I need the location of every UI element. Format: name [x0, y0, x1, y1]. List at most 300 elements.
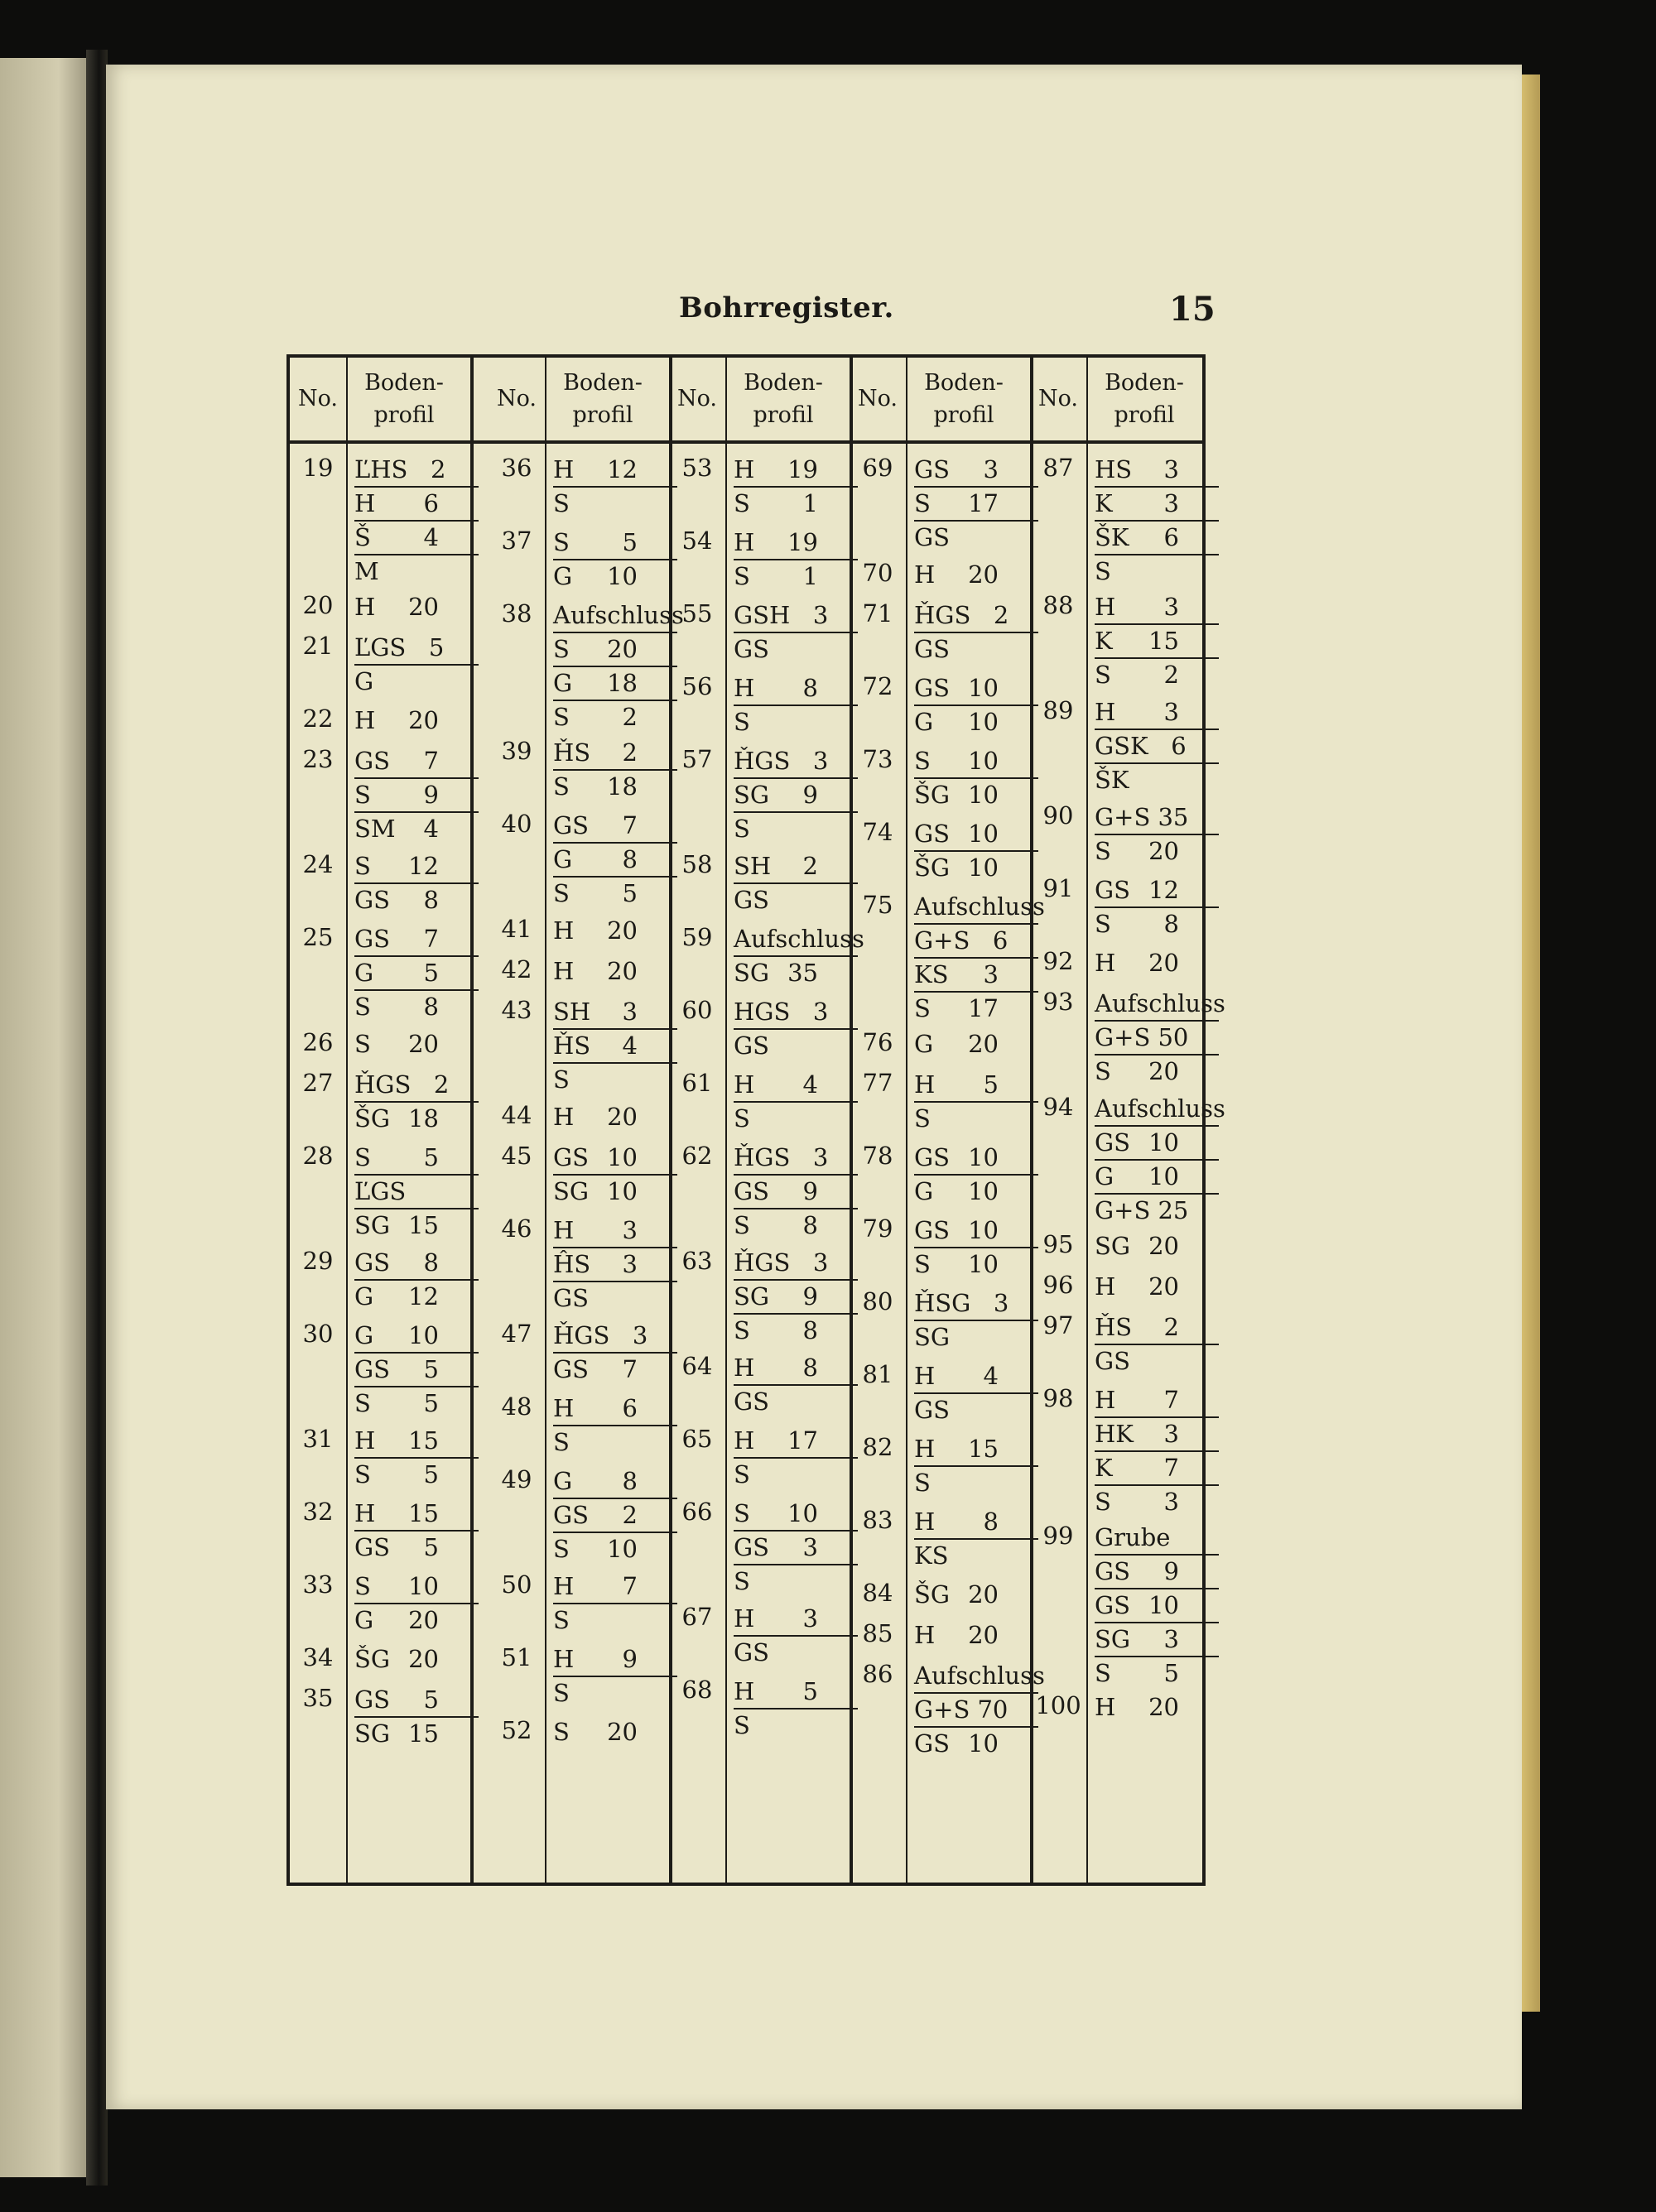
profile-layer: G+S 50	[1095, 1020, 1219, 1054]
profile-layer: G+S 25	[1095, 1193, 1219, 1227]
entry-number: 55	[681, 599, 713, 628]
profile-layer: S 5	[1095, 1656, 1219, 1690]
entry-bodenprofil	[1095, 801, 1219, 868]
profile-layer: Aufschluss	[553, 601, 684, 629]
profile-layer: Aufschluss	[914, 892, 1045, 921]
profile-layer: SM 4	[354, 811, 479, 845]
entry-number: 98	[1042, 1384, 1074, 1412]
profile-layer: GS 7	[354, 747, 439, 775]
profile-layer: GS 10	[1095, 1588, 1219, 1622]
entry-number: 62	[681, 1142, 713, 1170]
profile-layer: GS	[914, 1392, 1038, 1426]
profile-layer: SG 9	[734, 1279, 858, 1313]
profile-layer: ȞGS 2	[914, 601, 1009, 629]
entry-bodenprofil	[734, 1142, 858, 1242]
profile-layer: SG 20	[1095, 1232, 1179, 1260]
profile-layer: M	[354, 554, 479, 588]
entry-bodenprofil	[553, 1643, 677, 1709]
profile-layer: S 1	[734, 486, 858, 520]
profile-layer: S 20	[354, 1030, 439, 1058]
profile-layer: GS	[734, 1635, 858, 1669]
entry-number: 52	[501, 1716, 532, 1744]
entry-number: 35	[302, 1684, 334, 1712]
profile-layer: Aufschluss	[734, 925, 864, 953]
profile-layer: ȞGS 2	[354, 1070, 450, 1099]
profile-layer: G 8	[553, 842, 677, 876]
profile-layer: H 20	[914, 560, 999, 589]
entry-number: 97	[1042, 1311, 1074, 1339]
left-page-edge	[0, 58, 98, 2177]
profile-layer: S 10	[553, 1532, 677, 1565]
profile-layer: GS 10	[914, 1143, 999, 1171]
profile-layer: H 8	[914, 1508, 999, 1536]
page-number: 15	[1169, 290, 1216, 329]
entry-number: 69	[862, 454, 893, 482]
entry-bodenprofil	[914, 891, 1045, 1025]
entry-number: 74	[862, 818, 893, 846]
profile-layer: S	[734, 1101, 858, 1135]
entry-bodenprofil	[553, 996, 677, 1096]
entry-number: 83	[862, 1506, 893, 1534]
profile-layer: S 20	[553, 1718, 638, 1746]
entry-bodenprofil	[1095, 1691, 1219, 1724]
profile-layer: ŠG 20	[914, 1580, 999, 1609]
profile-layer: S 5	[553, 528, 638, 556]
entry-bodenprofil	[354, 1069, 479, 1135]
profile-layer: Grube	[1095, 1523, 1171, 1551]
entry-number: 41	[501, 915, 532, 943]
profile-layer: ĽGS 5	[354, 633, 445, 661]
entry-bodenprofil	[734, 850, 858, 916]
entry-number: 27	[302, 1069, 334, 1097]
entry-bodenprofil	[354, 850, 479, 916]
entry-number: 95	[1042, 1230, 1074, 1258]
entry-bodenprofil	[1095, 1230, 1219, 1262]
entry-number: 39	[501, 737, 532, 765]
profile-layer: SG 15	[354, 1716, 479, 1750]
header-no: No.	[858, 386, 898, 412]
entry-number: 24	[302, 850, 334, 878]
profile-layer: H 15	[354, 1499, 439, 1527]
profile-layer: S 20	[1095, 1054, 1219, 1088]
profile-layer: G 20	[914, 1030, 999, 1058]
entry-number: 75	[862, 891, 893, 919]
entry-bodenprofil	[354, 1684, 479, 1750]
entry-number: 25	[302, 923, 334, 951]
profile-layer: S 1	[734, 559, 858, 593]
entry-bodenprofil	[553, 955, 677, 988]
profile-layer: H 19	[734, 528, 818, 556]
profile-layer: S 8	[354, 989, 479, 1023]
entry-bodenprofil	[553, 915, 677, 947]
entry-bodenprofil	[354, 1643, 479, 1676]
profile-layer: GS 3	[734, 1530, 858, 1564]
profile-layer: GS	[734, 1028, 858, 1062]
profile-layer: K 3	[1095, 486, 1219, 520]
entry-bodenprofil	[914, 1028, 1038, 1060]
profile-layer: G+S 70	[914, 1692, 1038, 1726]
entry-number: 47	[501, 1320, 532, 1348]
profile-layer: H 6	[553, 1394, 638, 1422]
entry-number: 46	[501, 1214, 532, 1243]
entry-number: 76	[862, 1028, 893, 1056]
entry-bodenprofil	[553, 737, 677, 803]
profile-layer: GS 5	[354, 1530, 479, 1564]
profile-layer: H 9	[553, 1645, 638, 1673]
entry-number: 87	[1042, 454, 1074, 482]
entry-number: 92	[1042, 947, 1074, 975]
entry-bodenprofil	[914, 1660, 1045, 1760]
profile-layer: G 12	[354, 1279, 479, 1313]
entry-number: 67	[681, 1603, 713, 1631]
profile-layer: S 20	[1095, 834, 1219, 868]
entry-bodenprofil	[354, 454, 479, 588]
profile-layer: S 5	[354, 1386, 479, 1420]
profile-layer: S 10	[914, 747, 999, 775]
entry-number: 58	[681, 850, 713, 878]
entry-number: 42	[501, 955, 532, 983]
entry-number: 51	[501, 1643, 532, 1671]
profile-layer: Aufschluss	[1095, 989, 1225, 1017]
profile-layer: KS	[914, 1538, 1038, 1572]
profile-layer: S 8	[734, 1313, 858, 1347]
profile-layer: G	[354, 664, 479, 698]
profile-layer: H 3	[734, 1604, 818, 1633]
profile-layer: G 20	[354, 1603, 479, 1637]
profile-layer: GS 10	[914, 1726, 1038, 1760]
profile-layer: S 5	[354, 1143, 439, 1171]
entry-number: 71	[862, 599, 893, 628]
entry-number: 82	[862, 1433, 893, 1461]
entry-bodenprofil	[914, 1433, 1038, 1499]
no-divider	[906, 358, 907, 1883]
no-divider	[725, 358, 727, 1883]
profile-layer: GS 12	[1095, 876, 1179, 904]
profile-layer: S 2	[1095, 657, 1219, 691]
entry-bodenprofil	[354, 704, 479, 737]
profile-layer: G+S 6	[914, 923, 1038, 957]
entry-number: 54	[681, 527, 713, 555]
profile-layer: S	[734, 704, 858, 738]
profile-layer: ĤS 3	[553, 1247, 677, 1281]
entry-bodenprofil	[354, 632, 479, 698]
entry-bodenprofil	[734, 454, 858, 520]
profile-layer: HS 3	[1095, 455, 1179, 483]
entry-bodenprofil	[914, 745, 1038, 811]
entry-bodenprofil	[914, 672, 1038, 738]
entry-bodenprofil	[734, 745, 858, 845]
entry-number: 48	[501, 1392, 532, 1421]
profile-layer: ŠG 10	[914, 777, 1038, 811]
profile-layer: S 3	[1095, 1484, 1219, 1518]
header-bodenprofil: Boden- profil	[563, 369, 643, 428]
entry-number: 40	[501, 810, 532, 838]
entry-number: 99	[1042, 1522, 1074, 1550]
entry-bodenprofil	[553, 1465, 677, 1565]
entry-bodenprofil	[914, 1619, 1038, 1652]
profile-layer: S	[734, 1457, 858, 1491]
profile-layer: KS 3	[914, 957, 1038, 991]
profile-layer: ĽHS 2	[354, 455, 446, 483]
entry-bodenprofil	[553, 454, 677, 520]
profile-layer: Aufschluss	[1095, 1094, 1225, 1123]
entry-bodenprofil	[734, 1069, 858, 1135]
profile-layer: H 12	[553, 455, 638, 483]
profile-layer: SG 3	[1095, 1622, 1219, 1656]
profile-layer: GSH 3	[734, 601, 829, 629]
header-bodenprofil: Boden- profil	[1105, 369, 1184, 428]
entry-bodenprofil	[914, 1287, 1038, 1354]
profile-layer: S	[553, 1676, 677, 1709]
entry-bodenprofil	[914, 1579, 1038, 1611]
profile-layer: ȞGS 3	[734, 1143, 829, 1171]
entry-number: 21	[302, 632, 334, 660]
entry-bodenprofil	[354, 923, 479, 1023]
header-no: No.	[677, 386, 717, 412]
profile-layer: H 8	[734, 1354, 818, 1382]
profile-layer: H 19	[734, 455, 818, 483]
profile-layer: H 20	[553, 1103, 638, 1131]
entry-bodenprofil	[1095, 1311, 1219, 1378]
entry-bodenprofil	[354, 1320, 479, 1420]
profile-layer: S 10	[914, 1247, 1038, 1281]
entry-bodenprofil	[1095, 988, 1225, 1088]
profile-layer: G+S 35	[1095, 803, 1189, 831]
profile-layer: GS	[1095, 1344, 1219, 1378]
entry-number: 79	[862, 1214, 893, 1243]
profile-layer: GS 3	[914, 455, 999, 483]
profile-layer: ŠG 10	[914, 850, 1038, 884]
profile-layer: S	[553, 486, 677, 520]
profile-layer: GS 7	[553, 1352, 677, 1386]
entry-number: 53	[681, 454, 713, 482]
entry-number: 86	[862, 1660, 893, 1688]
header-no: No.	[1038, 386, 1078, 412]
entry-number: 34	[302, 1643, 334, 1671]
entry-bodenprofil	[354, 1028, 479, 1060]
entry-number: 64	[681, 1352, 713, 1380]
entry-bodenprofil	[914, 818, 1038, 884]
entry-number: 85	[862, 1619, 893, 1647]
entry-bodenprofil	[734, 923, 864, 989]
profile-layer: S 17	[914, 486, 1038, 520]
profile-layer: GS	[553, 1281, 677, 1315]
entry-number: 57	[681, 745, 713, 773]
profile-layer: G 18	[553, 666, 677, 700]
profile-layer: HGS 3	[734, 998, 829, 1026]
entry-number: 66	[681, 1498, 713, 1526]
profile-layer: GS	[734, 1384, 858, 1418]
profile-layer: H 3	[553, 1216, 638, 1244]
entry-bodenprofil	[734, 1498, 858, 1598]
profile-layer: G 10	[914, 704, 1038, 738]
profile-layer: S 20	[553, 632, 677, 666]
profile-layer: K 15	[1095, 623, 1219, 657]
profile-layer: HK 3	[1095, 1416, 1219, 1450]
header-no: No.	[298, 386, 338, 412]
entry-number: 44	[501, 1101, 532, 1129]
profile-layer: GS 9	[1095, 1554, 1219, 1588]
header-no: No.	[497, 386, 537, 412]
entry-bodenprofil	[734, 1352, 858, 1418]
entry-number: 30	[302, 1320, 334, 1348]
profile-layer: ȞGS 3	[734, 1248, 829, 1277]
profile-layer: S 9	[354, 777, 479, 811]
profile-layer: S	[553, 1603, 677, 1637]
profile-layer: H 20	[1095, 949, 1179, 977]
entry-number: 50	[501, 1570, 532, 1599]
entry-number: 60	[681, 996, 713, 1024]
entry-bodenprofil	[1095, 947, 1219, 979]
entry-number: 19	[302, 454, 334, 482]
profile-layer: SG 15	[354, 1208, 479, 1242]
profile-layer: GS 10	[553, 1143, 638, 1171]
entry-number: 33	[302, 1570, 334, 1599]
profile-layer: H 6	[354, 486, 479, 520]
entry-number: 26	[302, 1028, 334, 1056]
entry-number: 77	[862, 1069, 893, 1097]
entry-bodenprofil	[734, 672, 858, 738]
profile-layer: H 15	[354, 1426, 439, 1455]
profile-layer: S 12	[354, 852, 439, 880]
profile-layer: GS 7	[553, 811, 638, 839]
entry-number: 93	[1042, 988, 1074, 1016]
entry-bodenprofil	[734, 1676, 858, 1742]
entry-number: 45	[501, 1142, 532, 1170]
profile-layer: GS 2	[553, 1498, 677, 1532]
header-bodenprofil: Boden- profil	[364, 369, 444, 428]
entry-number: 49	[501, 1465, 532, 1493]
profile-layer: ȞGS 3	[553, 1321, 648, 1349]
profile-layer: G 5	[354, 955, 479, 989]
entry-bodenprofil	[354, 591, 479, 623]
entry-bodenprofil	[914, 599, 1038, 666]
profile-layer: H 7	[553, 1572, 638, 1600]
profile-layer: H 3	[1095, 698, 1179, 726]
entry-number: 100	[1035, 1691, 1081, 1719]
entry-number: 70	[862, 559, 893, 587]
entry-bodenprofil	[914, 454, 1038, 554]
entry-number: 36	[501, 454, 532, 482]
entry-bodenprofil	[914, 1069, 1038, 1135]
profile-layer: H 20	[553, 916, 638, 945]
entry-number: 96	[1042, 1271, 1074, 1299]
profile-layer: S	[914, 1101, 1038, 1135]
entry-bodenprofil	[354, 1425, 479, 1491]
entry-number: 68	[681, 1676, 713, 1704]
entry-bodenprofil	[354, 1247, 479, 1313]
profile-layer: H 4	[734, 1070, 818, 1099]
profile-layer: H 4	[914, 1362, 999, 1390]
profile-layer: SG	[914, 1320, 1038, 1354]
profile-layer: GS 5	[354, 1352, 479, 1386]
entry-bodenprofil	[1095, 1522, 1219, 1690]
running-head-title: Bohrregister.	[679, 291, 894, 325]
profile-layer: G 10	[354, 1321, 439, 1349]
profile-layer: GS	[914, 632, 1038, 666]
profile-layer: S 8	[1095, 906, 1219, 940]
profile-layer: S 17	[914, 991, 1038, 1025]
profile-layer: ĽGS	[354, 1174, 479, 1208]
profile-layer: H 8	[734, 674, 818, 702]
entry-number: 78	[862, 1142, 893, 1170]
entry-number: 81	[862, 1360, 893, 1388]
profile-layer: K 7	[1095, 1450, 1219, 1484]
entry-bodenprofil	[553, 1716, 677, 1748]
profile-layer: GS 8	[354, 1248, 439, 1277]
profile-layer: GS 10	[914, 1216, 999, 1244]
entry-bodenprofil	[1095, 1271, 1219, 1303]
profile-layer: ȞS 2	[1095, 1313, 1179, 1341]
profile-layer: H 20	[1095, 1272, 1179, 1301]
entry-number: 73	[862, 745, 893, 773]
profile-layer: GS 9	[734, 1174, 858, 1208]
profile-layer: S 10	[354, 1572, 439, 1600]
profile-layer: S 5	[553, 876, 677, 910]
entry-bodenprofil	[1095, 1384, 1219, 1518]
entry-number: 38	[501, 599, 532, 628]
entry-bodenprofil	[1095, 696, 1219, 796]
profile-layer: S	[1095, 554, 1219, 588]
profile-layer: GS 10	[914, 820, 999, 848]
entry-bodenprofil	[734, 1425, 858, 1491]
entry-bodenprofil	[553, 1214, 677, 1315]
profile-layer: H 20	[1095, 1693, 1179, 1721]
profile-layer: GS	[734, 632, 858, 666]
entry-bodenprofil	[553, 1101, 677, 1133]
entry-bodenprofil	[734, 527, 858, 593]
profile-layer: G 10	[914, 1174, 1038, 1208]
entry-bodenprofil	[354, 1142, 479, 1242]
profile-layer: H 3	[1095, 593, 1179, 621]
profile-layer: ŠG 20	[354, 1645, 439, 1673]
entry-bodenprofil	[914, 1142, 1038, 1208]
entry-bodenprofil	[1095, 454, 1219, 588]
entry-number: 32	[302, 1498, 334, 1526]
entry-number: 23	[302, 745, 334, 773]
profile-layer: S	[914, 1465, 1038, 1499]
entry-number: 72	[862, 672, 893, 700]
header-bodenprofil: Boden- profil	[924, 369, 1004, 428]
profile-layer: H 20	[354, 706, 439, 734]
entry-bodenprofil	[1095, 1093, 1225, 1227]
profile-layer: ȞGS 3	[734, 747, 829, 775]
profile-layer: ȞSG 3	[914, 1289, 1009, 1317]
profile-layer: ȞS 4	[553, 1028, 677, 1062]
profile-layer: GS 5	[354, 1685, 439, 1714]
entry-bodenprofil	[1095, 874, 1219, 940]
no-divider	[545, 358, 546, 1883]
entry-number: 94	[1042, 1093, 1074, 1121]
entry-bodenprofil	[1095, 591, 1219, 691]
profile-layer: H 15	[914, 1435, 999, 1463]
entry-number: 20	[302, 591, 334, 619]
bohrregister-table	[286, 354, 1225, 1886]
header-bodenprofil: Boden- profil	[744, 369, 823, 428]
profile-layer: GS	[914, 520, 1038, 554]
entry-number: 37	[501, 527, 532, 555]
entry-bodenprofil	[553, 1392, 677, 1459]
entry-number: 91	[1042, 874, 1074, 902]
profile-layer: S	[734, 1564, 858, 1598]
entry-number: 84	[862, 1579, 893, 1607]
profile-layer: H 20	[553, 957, 638, 985]
entry-number: 90	[1042, 801, 1074, 830]
entry-number: 43	[501, 996, 532, 1024]
profile-layer: S	[553, 1062, 677, 1096]
profile-layer: SG 9	[734, 777, 858, 811]
entry-number: 22	[302, 704, 334, 733]
